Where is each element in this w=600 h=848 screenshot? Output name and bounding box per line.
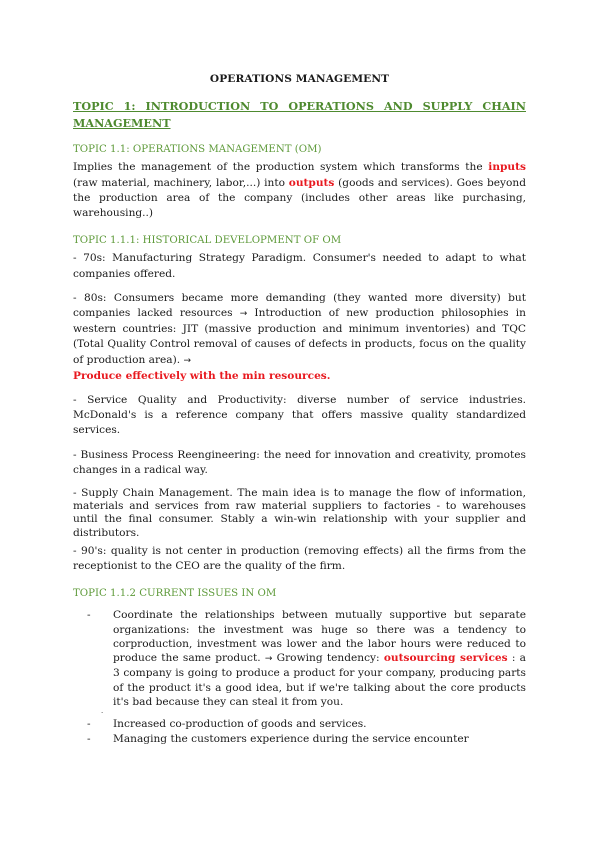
eighties-paragraph [73, 291, 526, 384]
nineties-paragraph: - 90's: quality is not center in production (removing effects) all the firms from the receptionist to the CEO are the quality of the firm. [73, 544, 526, 573]
eighties-highlight: Produce effectively with the min resources. [73, 369, 331, 382]
service-quality-paragraph: - Service Quality and Productivity: diverse number of service industries. McDonald's is a reference company that offers massive quality standardized services. [73, 394, 526, 437]
bpr-paragraph: - Business Process Reengineering: the need for innovation and creativity, promotes changes in a radical way. [73, 448, 526, 476]
inputs-highlight: inputs [488, 161, 526, 174]
topic-1-heading: TOPIC 1: INTRODUCTION TO OPERATIONS AND SUPPLY CHAIN MANAGEMENT [73, 99, 526, 131]
om-text-2: (raw material, machinery, labor,...) into [73, 176, 289, 189]
list-item [87, 732, 526, 747]
outsourcing-highlight: outsourcing services [383, 652, 508, 665]
issue-2-text: Increased co-production of goods and services. [113, 717, 367, 730]
scm-paragraph: - Supply Chain Management. The main idea is to manage the flow of information, materials and services from raw material suppliers to factories - to warehouses until the final consumer. Stably a win-win relationship with your supplier and distributors. [73, 487, 526, 539]
topic-1-1-1-heading: TOPIC 1.1.1: HISTORICAL DEVELOPMENT OF OM [73, 235, 342, 247]
list-item [87, 717, 526, 732]
issue-1-text-1: Coordinate the relationships between mutually supportive but separate organizations: the investment was huge so there was a tendency to corproduction, investment was lower and the labor hours were reduced to produce the same product. [113, 609, 526, 665]
eighties-text-1: - 80s: Consumers became more demanding (they wanted more diversity) but companies lacked resources [73, 291, 526, 320]
om-definition-paragraph [73, 160, 526, 221]
topic-1-1-heading: TOPIC 1.1: OPERATIONS MANAGEMENT (OM) [73, 144, 322, 156]
bullet-dash: - [87, 609, 91, 622]
om-text-3: (goods and services). Goes beyond the production area of the company (includes other areas like purchasing, warehousing..) [73, 176, 526, 220]
current-issues-list [73, 608, 526, 747]
bullet-dash: - [87, 717, 91, 730]
seventies-paragraph: - 70s: Manufacturing Strategy Paradigm. Consumer's needed to adapt to what companies offered. [73, 252, 526, 280]
arrow-icon: → [239, 309, 248, 320]
topic-1-1-2-heading: TOPIC 1.1.2 CURRENT ISSUES IN OM [73, 588, 277, 600]
issue-1-text-2: Growing tendency: [272, 652, 384, 665]
issue-1-text-3: : a 3 company is going to produce a product for your company, producing parts of the product it's a good idea, but if we're talking about the core products it's bad because they can steal it from you. [113, 652, 527, 708]
arrow-icon: → [183, 355, 192, 366]
arrow-icon: → [264, 654, 273, 665]
issue-3-text: Managing the customers experience during the service encounter [113, 733, 469, 746]
list-item [87, 608, 526, 708]
outputs-highlight: outputs [288, 176, 335, 189]
bullet-dash: - [87, 733, 91, 746]
document-page [73, 72, 526, 747]
om-text-1: Implies the management of the production system which transforms the [73, 161, 489, 174]
stray-dot: · [101, 708, 104, 717]
document-title: OPERATIONS MANAGEMENT [209, 73, 390, 85]
eighties-text-2: Introduction of new production philosophies in western countries: JIT (massive production and minimum inventories) and TQC (Total Quality Control removal of causes of defects in products, focus on the quality of production area). [73, 307, 526, 366]
